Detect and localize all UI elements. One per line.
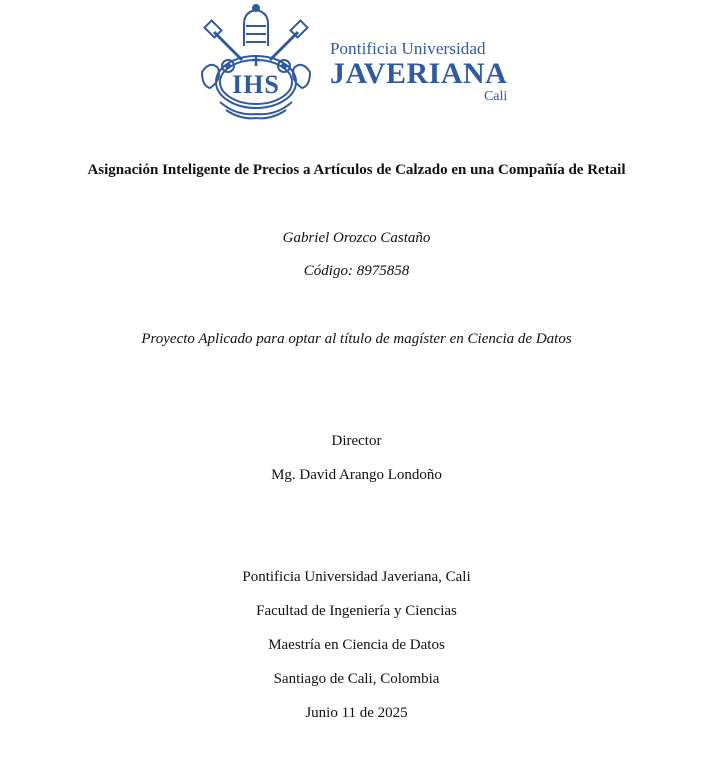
logo-line-javeriana: JAVERIANA: [330, 57, 508, 90]
university-logo: [196, 2, 506, 122]
document-date: Junio 11 de 2025: [305, 705, 408, 721]
faculty-name: Facultad de Ingeniería y Ciencias: [256, 603, 457, 619]
project-purpose: Proyecto Aplicado para optar al título de magíster en Ciencia de Datos: [141, 331, 572, 347]
logo-line-pontificia: Pontificia Universidad: [330, 39, 486, 58]
city-name: Santiago de Cali, Colombia: [273, 671, 440, 687]
director-label: Director: [331, 433, 382, 449]
javeriana-seal-icon: [196, 2, 326, 122]
program-name: Maestría en Ciencia de Datos: [268, 637, 445, 653]
logo-wordmark: [330, 40, 507, 104]
director-name: Mg. David Arango Londoño: [271, 467, 442, 483]
author-name: Gabriel Orozco Castaño: [282, 230, 431, 246]
svg-text:IHS: IHS: [232, 70, 280, 99]
document-title: Asignación Inteligente de Precios a Artículos de Calzado en una Compañía de Retail: [87, 162, 626, 178]
author-code: Código: 8975858: [303, 263, 410, 279]
university-name: Pontificia Universidad Javeriana, Cali: [242, 569, 471, 585]
logo-line-cali: Cali: [483, 89, 508, 104]
